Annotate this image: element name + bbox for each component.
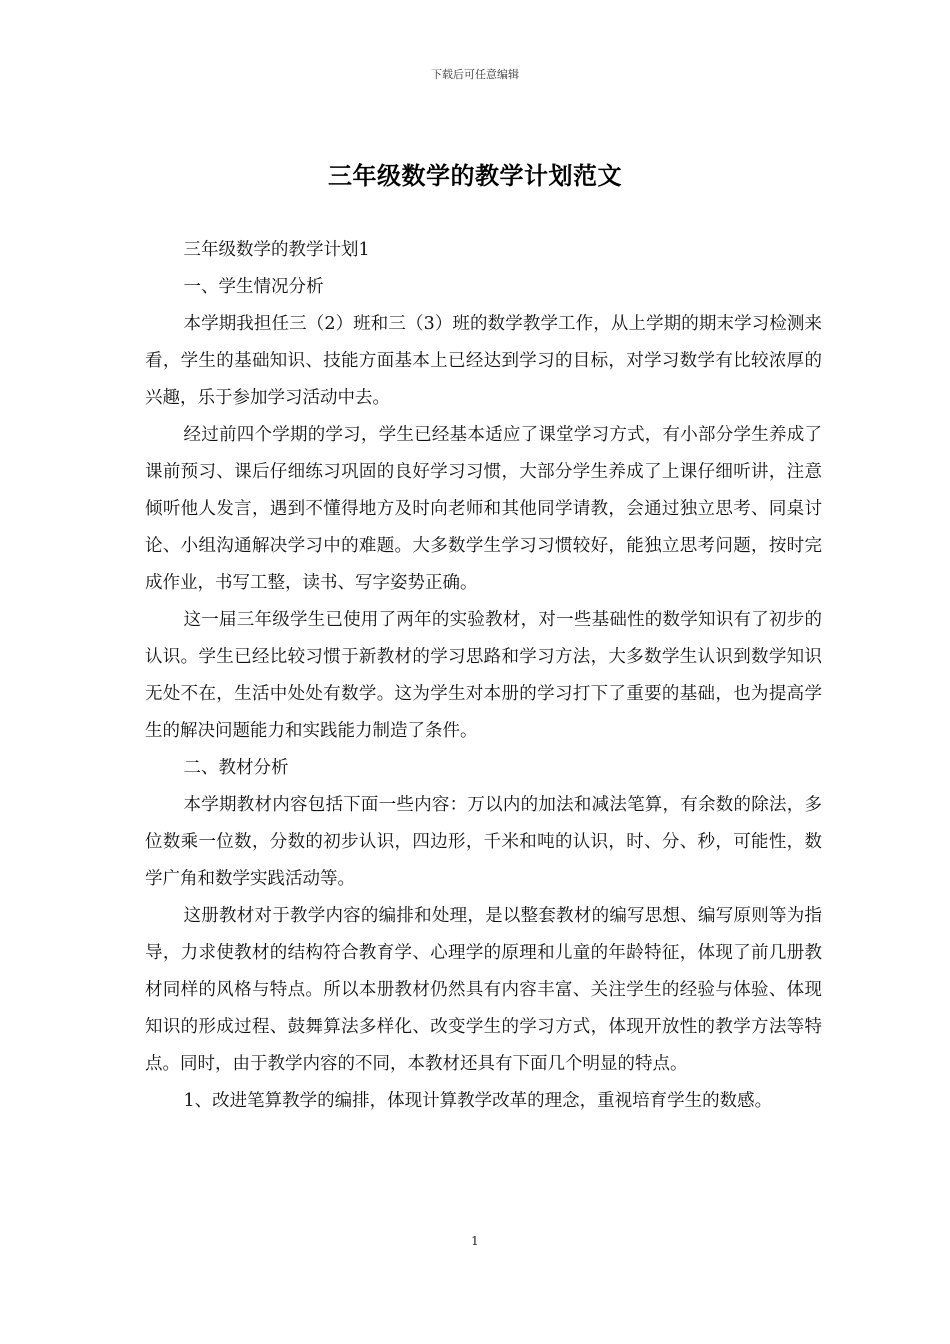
section-heading-plan: 三年级数学的教学计划1: [183, 240, 370, 260]
document-body: [145, 232, 822, 1120]
section-heading-student-analysis: 一、学生情况分析: [183, 277, 324, 297]
section-heading-textbook-analysis: 二、教材分析: [183, 758, 289, 778]
paragraph: 1、改进笔算教学的编排，体现计算教学改革的理念，重视培育学生的数感。: [183, 1091, 773, 1111]
paragraph: 本学期教材内容包括下面一些内容：万以内的加法和减法笔算，有余数的除法，多位数乘一位数，分数的初步认识，四边形，千米和吨的认识，时、分、秒，可能性，数学广角和数学实践活动等。: [145, 795, 822, 889]
paragraph: 这一届三年级学生已使用了两年的实验教材，对一些基础性的数学知识有了初步的认识。学生已经比较习惯于新教材的学习思路和学习方法，大多数学生认识到数学知识无处不在，生活中处处有数学。这为学生对本册的学习打下了重要的基础，也为提高学生的解决问题能力和实践能力制造了条件。: [145, 610, 822, 741]
paragraph: 这册教材对于教学内容的编排和处理，是以整套教材的编写思想、编写原则等为指导，力求使教材的结构符合教育学、心理学的原理和儿童的年龄特征，体现了前几册教材同样的风格与特点。所以本册教材仍然具有内容丰富、关注学生的经验与体验、体现知识的形成过程、鼓舞算法多样化、改变学生的学习方式，体现开放性的教学方法等特点。同时，由于教学内容的不同，本教材还具有下面几个明显的特点。: [145, 906, 822, 1074]
page-number: 1: [471, 1234, 479, 1248]
paragraph: 经过前四个学期的学习，学生已经基本适应了课堂学习方式，有小部分学生养成了课前预习、课后仔细练习巩固的良好学习习惯，大部分学生养成了上课仔细听讲，注意倾听他人发言，遇到不懂得地方及时向老师和其他同学请教，会通过独立思考、同桌讨论、小组沟通解决学习中的难题。大多数学生学习习惯较好，能独立思考问题，按时完成作业，书写工整，读书、写字姿势正确。: [145, 425, 822, 593]
header-note: 下载后可任意编辑: [431, 68, 519, 81]
document-title: 三年级数学的教学计划范文: [328, 161, 622, 190]
paragraph: 本学期我担任三（2）班和三（3）班的数学教学工作，从上学期的期末学习检测来看，学生的基础知识、技能方面基本上已经达到学习的目标，对学习数学有比较浓厚的兴趣，乐于参加学习活动中去。: [145, 314, 822, 408]
